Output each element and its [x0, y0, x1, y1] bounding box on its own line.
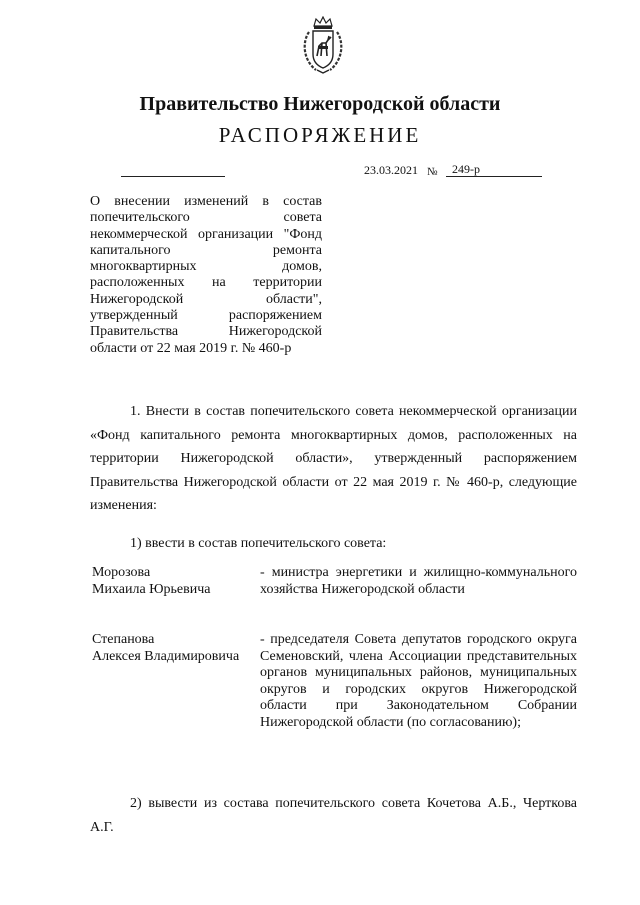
paragraph-1-item-1: 1) ввести в состав попечительского совета:	[130, 536, 387, 551]
blank-line	[121, 176, 225, 177]
member-name	[92, 565, 211, 598]
member-given-names: Алексея Владимировича	[92, 648, 240, 664]
document-date: 23.03.2021	[364, 163, 418, 177]
organization-title: Правительство Нижегородской области	[139, 93, 501, 115]
document-subject: О внесении изменений в состав попечительского совета некоммерческой организации "Фонд капитального ремонта многоквартирных домов, расположенных на территории Нижегородской области", утвержденный распоряжением Правительства Нижегородской области от 22 мая 2019 г. № 460-р	[90, 194, 322, 356]
document-number: 249-р	[446, 163, 542, 177]
member-given-names: Михаила Юрьевича	[92, 581, 211, 597]
member-name	[92, 632, 239, 665]
document-type: РАСПОРЯЖЕНИЕ	[218, 123, 422, 147]
member-description: - министра энергетики и жилищно-коммунального хозяйства Нижегородской области	[260, 565, 577, 597]
member-description: - председателя Совета депутатов городского округа Семеновский, члена Ассоциации представительных органов муниципальных районов, муниципальных округов и городских округов Нижегородской области при Законодательном Собрании Нижегородской области (по согласованию);	[260, 632, 577, 730]
member-surname: Морозова	[92, 565, 151, 580]
number-sign: №	[427, 166, 438, 178]
paragraph-1: 1. Внести в состав попечительского совета некоммерческой организации «Фонд капитального ремонта многоквартирных домов, расположенных на территории Нижегородской области», утвержденный распоряжением Правительства Нижегородской области от 22 мая 2019 г. № 460-р, следующие изменения:	[90, 404, 577, 514]
coat-of-arms-icon	[300, 16, 346, 74]
member-surname: Степанова	[92, 632, 155, 647]
paragraph-1-item-2: 2) вывести из состава попечительского совета Кочетова А.Б., Черткова А.Г.	[90, 796, 577, 835]
